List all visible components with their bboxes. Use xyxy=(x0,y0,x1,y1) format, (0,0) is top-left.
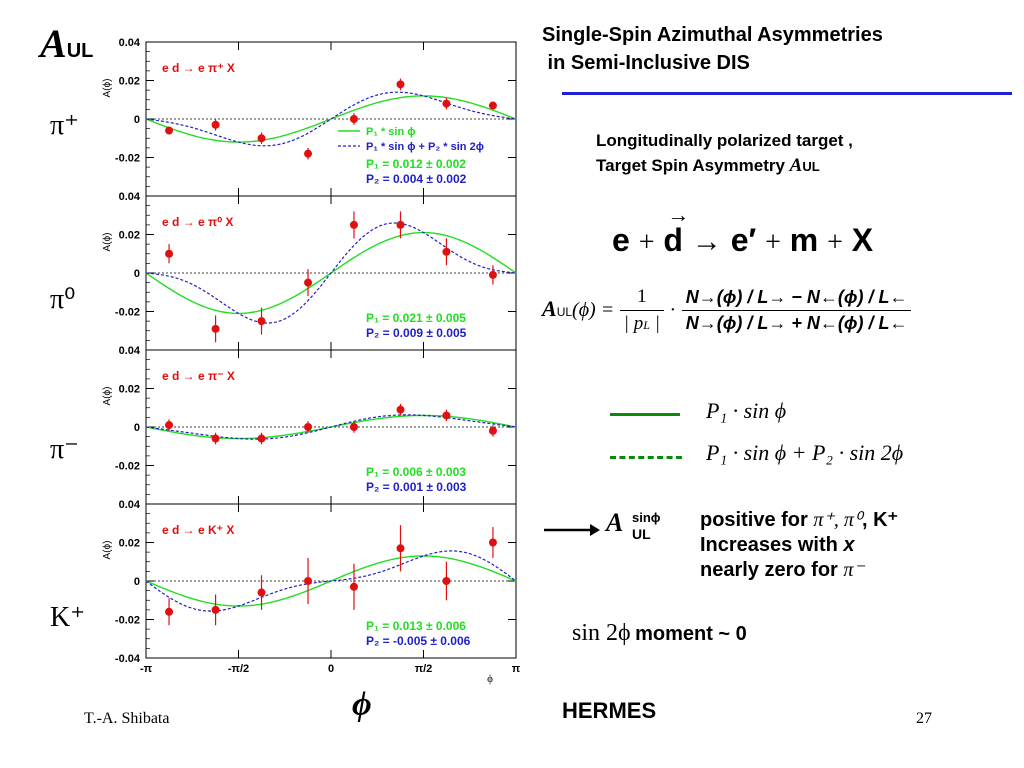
conclusion-line2-x: x xyxy=(843,534,855,556)
panel-1-p2-value: P₂ = 0.004 ± 0.002 xyxy=(366,172,467,186)
panel-4-data-point xyxy=(212,606,220,614)
reaction-eprime: e′ xyxy=(730,222,757,258)
asymmetry-formula xyxy=(542,286,911,335)
conclusion-sub: UL xyxy=(632,526,651,542)
panel-1-ylabel: A(ϕ) xyxy=(102,78,113,98)
particle-label-pi-zero: π⁰ xyxy=(50,284,76,315)
panel-4-data-point xyxy=(258,589,266,597)
panel-4-fit-sin-sin2 xyxy=(146,551,516,611)
x-tick-label: 0 xyxy=(327,663,335,675)
panel-1-ytick-label: 0.04 xyxy=(118,37,140,49)
panel-2-p2-value: P₂ = 0.009 ± 0.005 xyxy=(366,326,467,340)
panel-4-ytick-label: -0.02 xyxy=(114,614,140,627)
panel-4-data-point xyxy=(165,608,173,616)
conclusion-line2-text: Increases with xyxy=(700,534,844,556)
panel-4-data-point xyxy=(442,577,450,585)
panel-1-legend-dashed-label: P₁ * sin ϕ + P₂ * sin 2ϕ xyxy=(366,141,484,153)
conclusion-line1-text: positive for xyxy=(700,509,814,531)
panel-1-header: e d → e π⁺ X xyxy=(162,61,235,75)
panel-1-p1-value: P₁ = 0.012 ± 0.002 xyxy=(366,157,466,171)
panel-4-ytick-label: 0 xyxy=(133,576,140,588)
x-axis-phi-symbol: ϕ xyxy=(352,686,372,723)
conclusion-arrow-icon xyxy=(542,520,602,540)
reaction-d: d xyxy=(663,222,683,258)
formula-denominator: N→(ϕ) / L→ + N←(ϕ) / L← xyxy=(685,313,908,333)
panel-2-p1-value: P₁ = 0.021 ± 0.005 xyxy=(366,311,466,325)
footer-experiment: HERMES xyxy=(562,698,657,723)
moment-text: moment ~ 0 xyxy=(635,623,747,645)
panel-2-data-point xyxy=(350,221,358,229)
panel-1-data-point xyxy=(304,150,312,158)
reaction-plus-1: + xyxy=(638,227,655,258)
panel-3-data-point xyxy=(442,411,450,419)
panel-2-ytick-label: 0 xyxy=(133,268,140,280)
panel-2-ytick-label: 0.04 xyxy=(118,191,140,203)
panel-3-ylabel: A(ϕ) xyxy=(102,386,113,406)
a-ul-A: A xyxy=(40,21,67,66)
panel-2-ytick-label: 0.02 xyxy=(118,229,140,242)
moment-func: sin 2ϕ xyxy=(572,620,631,646)
formula-frac1-den-sub: L xyxy=(643,318,650,332)
formula-frac1-den-end: | xyxy=(649,313,660,334)
panel-3-ytick-label: -0.02 xyxy=(114,460,140,473)
title-divider xyxy=(562,92,1012,95)
panel-3-header: e d → e π⁻ X xyxy=(162,369,235,383)
panel-1-data-point xyxy=(442,100,450,108)
subtitle-line2-text: Target Spin Asymmetry xyxy=(596,156,790,175)
formula-frac1-num: 1 xyxy=(620,286,664,311)
panel-4-p2-value: P₂ = -0.005 ± 0.006 xyxy=(366,634,471,648)
subtitle-line1: Longitudinally polarized target , xyxy=(596,131,853,150)
panel-4-ytick-label: 0.04 xyxy=(118,499,140,511)
panel-4-p1-value: P₁ = 0.013 ± 0.006 xyxy=(366,619,466,633)
panel-1-ytick-label: 0.02 xyxy=(118,75,140,88)
panel-2-data-point xyxy=(304,279,312,287)
panel-2-header: e d → e π⁰ X xyxy=(162,215,234,229)
panel-2-data-point xyxy=(489,271,497,279)
conclusion-line2 xyxy=(700,533,898,558)
particle-label-pi-plus: π⁺ xyxy=(50,110,79,141)
panel-3-data-point xyxy=(304,423,312,431)
conclusion-line1 xyxy=(700,508,898,533)
panel-3-data-point xyxy=(165,421,173,429)
panel-3-p2-value: P₂ = 0.001 ± 0.003 xyxy=(366,480,467,494)
reaction-equation xyxy=(612,202,874,259)
panel-4-ytick-label: -0.04 xyxy=(114,653,140,665)
legend-dashed-label: P₁ · sin ϕ + P₂ · sin 2ϕ xyxy=(706,440,904,465)
a-ul-sub: UL xyxy=(66,40,94,62)
legend-solid-line xyxy=(610,413,680,416)
formula-numerator: N→(ϕ) / L→ − N←(ϕ) / L← xyxy=(682,287,912,311)
conclusion-line3 xyxy=(700,558,898,583)
panel-4-ylabel: A(ϕ) xyxy=(102,540,113,560)
panel-1-ytick-label: 0 xyxy=(133,114,140,126)
panel-1-legend-solid-label: P₁ * sin ϕ xyxy=(366,126,416,138)
subtitle-line2 xyxy=(596,153,853,179)
reaction-arrow: → xyxy=(691,225,722,258)
polarization-arrow: → xyxy=(667,202,690,227)
panel-3-fit-sin-sin2 xyxy=(146,415,516,439)
legend-dashed-line xyxy=(610,456,682,459)
formula-fraction-2 xyxy=(682,287,912,334)
panel-3-ytick-label: 0.04 xyxy=(118,345,140,357)
reaction-e: e xyxy=(612,222,630,258)
conclusion-line3-particle: π⁻ xyxy=(843,559,864,581)
footer-author: T.-A. Shibata xyxy=(84,710,170,727)
panel-3-ytick-label: 0 xyxy=(133,422,140,434)
subtitle-A: A xyxy=(789,155,803,176)
panel-1-data-point xyxy=(489,102,497,110)
x-tick-label: π/2 xyxy=(414,663,433,675)
formula-frac1-den-text: | p xyxy=(623,313,644,334)
panel-3-ytick-label: 0.02 xyxy=(118,383,140,396)
panel-1-data-point xyxy=(396,80,404,88)
conclusion-sup: sinϕ xyxy=(632,510,661,525)
asymmetry-chart xyxy=(0,0,540,700)
panel-2-fit-sin-sin2 xyxy=(146,223,516,323)
conclusion-a-ul xyxy=(606,508,661,542)
panel-2-data-point xyxy=(258,317,266,325)
reaction-plus-2: + xyxy=(765,227,781,258)
footer-page-number: 27 xyxy=(916,710,932,727)
panel-2-ytick-label: -0.02 xyxy=(114,306,140,319)
x-axis-label: ϕ xyxy=(487,673,493,685)
moment-note xyxy=(572,620,747,647)
formula-fraction-1 xyxy=(620,286,664,335)
formula-lhs-sub: UL xyxy=(556,304,573,319)
panel-4-data-point xyxy=(489,539,497,547)
panel-3-data-point xyxy=(212,435,220,443)
legend-solid-label: P₁ · sin ϕ xyxy=(706,398,787,423)
formula-lhs: A xyxy=(542,295,557,321)
panel-4-data-point xyxy=(304,577,312,585)
panel-1-data-point xyxy=(350,115,358,123)
conclusion-line3-text: nearly zero for xyxy=(700,559,844,581)
panel-2-ylabel: A(ϕ) xyxy=(102,232,113,252)
panel-2-data-point xyxy=(212,325,220,333)
panel-1-data-point xyxy=(212,121,220,129)
conclusion-text xyxy=(700,508,898,583)
subtitle xyxy=(596,128,853,179)
conclusion-A: A xyxy=(606,508,624,537)
formula-lhs-arg: (ϕ) = xyxy=(572,298,615,321)
subtitle-A-sub: UL xyxy=(802,159,820,174)
panel-1-fit-sin xyxy=(146,96,516,142)
panel-3-data-point xyxy=(396,406,404,414)
panel-3-p1-value: P₁ = 0.006 ± 0.003 xyxy=(366,465,466,479)
panel-1-data-point xyxy=(165,127,173,135)
slide-title-line2: in Semi-Inclusive DIS xyxy=(542,52,750,74)
conclusion-line1-end: , K⁺ xyxy=(861,509,899,531)
panel-1-data-point xyxy=(258,134,266,142)
panel-2-data-point xyxy=(396,221,404,229)
reaction-X: X xyxy=(851,222,874,258)
x-tick-label: -π xyxy=(139,663,153,675)
panel-4-data-point xyxy=(350,583,358,591)
formula-dot: · xyxy=(669,298,677,321)
reaction-m: m xyxy=(789,222,819,258)
panel-3-data-point xyxy=(489,427,497,435)
reaction-plus-3: + xyxy=(827,227,843,258)
panel-1-ytick-label: -0.02 xyxy=(114,152,140,165)
particle-label-pi-minus: π⁻ xyxy=(50,434,79,465)
panel-2-data-point xyxy=(165,250,173,258)
particle-label-k-plus: K⁺ xyxy=(50,602,85,633)
panel-4-data-point xyxy=(396,544,404,552)
x-tick-label: -π/2 xyxy=(227,663,250,675)
panel-4-ytick-label: 0.02 xyxy=(118,537,140,550)
panel-3-data-point xyxy=(258,435,266,443)
slide-title-line1: Single-Spin Azimuthal Asymmetries xyxy=(542,24,883,46)
panel-2-data-point xyxy=(442,248,450,256)
panel-4-header: e d → e K⁺ X xyxy=(162,523,235,537)
formula-frac1-den xyxy=(620,311,664,335)
panel-3-data-point xyxy=(350,423,358,431)
x-tick-label: π xyxy=(511,663,521,675)
conclusion-line1-particles: π⁺, π⁰ xyxy=(813,509,862,531)
